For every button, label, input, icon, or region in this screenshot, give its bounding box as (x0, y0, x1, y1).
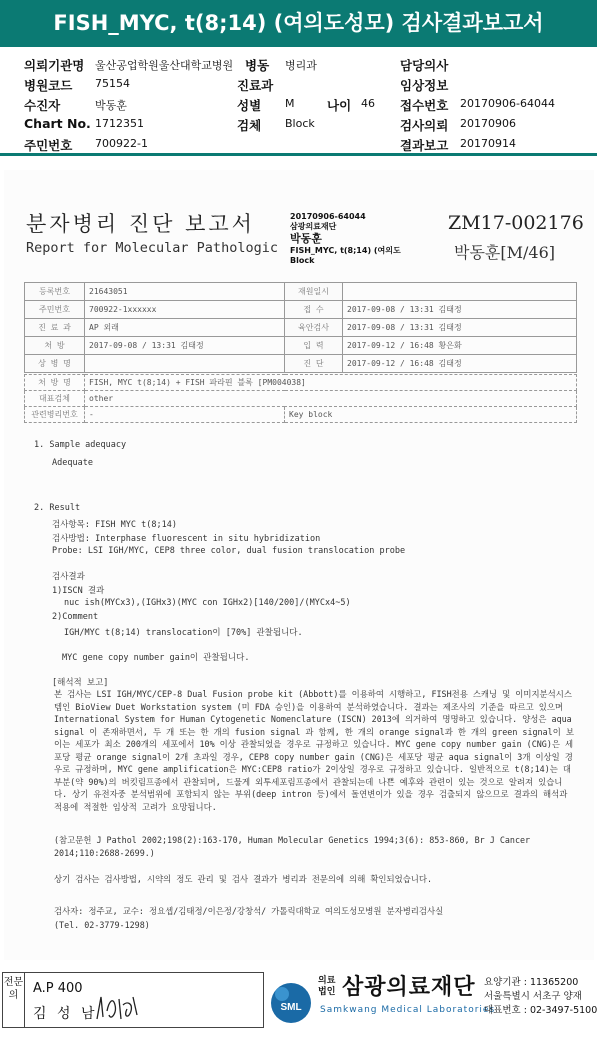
table-cell: 2017-09-12 / 16:48 황은화 (343, 337, 577, 355)
table-cell: 대표검체 (25, 391, 85, 407)
clinic-label: 진료과 (237, 78, 274, 93)
sticker-no: 20170906-64044 (290, 212, 366, 221)
order-table (24, 374, 577, 423)
table-cell: 등록번호 (25, 283, 85, 301)
sticker-test: FISH_MYC, t(8;14) (여의도 (290, 246, 401, 255)
table-cell: 처 방 (25, 337, 85, 355)
result-item: 검사항목: FISH MYC t(8;14) (52, 520, 177, 530)
pathologist-code: A.P 400 (33, 981, 83, 996)
sml-logo-icon (270, 982, 312, 1024)
patient-info-block (0, 52, 597, 152)
corp-address: 서울특별시 서초구 양재 (484, 991, 582, 1002)
result-date-value: 20170914 (460, 137, 516, 150)
table-cell: 2017-09-08 / 13:31 김태정 (343, 301, 577, 319)
corp-name-en: Samkwang Medical Laboratories (320, 1005, 496, 1015)
resident-no-value: 700922-1 (95, 137, 148, 150)
table-row (25, 391, 577, 407)
section-sample-adequacy: 1. Sample adequacy (34, 440, 127, 450)
table-cell: 육안검사 (285, 319, 343, 337)
result-probe: Probe: LSI IGH/MYC, CEP8 three color, dual fusion translocation probe (52, 546, 406, 556)
pathologist-side-label: 전문의 (3, 973, 25, 1027)
result-method: 검사방법: Interphase fluorescent in situ hybridization (52, 534, 321, 544)
age-value: 46 (361, 97, 375, 110)
table-cell: 접 수 (285, 301, 343, 319)
table-cell: Key block (285, 407, 577, 423)
staff-text: 검사자: 정주교, 교수: 정요셉/김태정/이은정/강창석/ 가톨릭대학교 여의도성모병원 분자병리검사실 (54, 906, 444, 916)
footer (0, 968, 597, 1037)
scanned-report (4, 170, 594, 960)
table-cell: 2017-09-12 / 16:48 김태정 (343, 355, 577, 373)
report-patient: 박동훈[M/46] (454, 243, 555, 262)
sticker-org: 삼광의료재단 (290, 222, 337, 231)
section-result: 2. Result (34, 503, 81, 513)
specimen-label-sticker (290, 212, 440, 266)
confirmation-text: 상기 검사는 검사방법, 시약의 정도 관리 및 검사 결과가 병리과 전문의에 의해 확인되었습니다. (54, 874, 433, 884)
sample-adequacy-value: Adequate (52, 458, 93, 468)
table-cell: 2017-09-08 / 13:31 김태정 (85, 337, 285, 355)
iscn-result: nuc ish(MYCx3),(IGHx3)(MYC con IGHx2)[140/200]/(MYCx4~5) (64, 598, 351, 608)
request-date-label: 검사의뢰 (400, 118, 449, 133)
sex-label: 성별 (237, 98, 262, 113)
corp-phone: 대표번호 : 02-3497-5100 (484, 1005, 597, 1016)
corp-contact (484, 976, 597, 1018)
patient-name-label: 수진자 (24, 98, 61, 113)
table-cell: 진 료 과 (25, 319, 85, 337)
info-row-4 (0, 116, 597, 134)
doctor-label: 담당의사 (400, 58, 449, 73)
table-cell: 관련병리번호 (25, 407, 85, 423)
tel-text: (Tel. 02-3779-1298) (54, 920, 150, 930)
table-row (25, 407, 577, 423)
table-cell: - (85, 407, 285, 423)
table-row (25, 375, 577, 391)
interpretation-text: 본 검사는 LSI IGH/MYC/CEP-8 Dual Fusion probe kit (Abbott)를 이용하여 시행하고, FISH전용 스캐닝 및 이미지분석시스템인 BioView Duet Workstation system (미 FDA 승인)을 이용하여 분석하였습니다. 결과는 제조사의 기준을 따르고 있으며 International System for Human Cytogenetic Nomenclature (ISCN) 2013에 의거하여 명명하고 있습니다. 양성은 aqua signal 이 존재하면서, 두 개 또는 한 개의 fusion signal 과 함께, 한 개의 orange signal과 한 개의 green signal이 보이는 세포가 최소 200개의 세포에서 10% 이상 관찰되었을 경우로 규정하고 있습니다. MYC gene copy number gain (CNG)은 세포당 평균 orange signal이 2개 초과일 경우, CEP8 copy number gain (CNG)은 세포당 평균 aqua signal이 3개 이상일 경우로 규정하며, MYC gene amplification은 MYC:CEP8 ratio가 2이상일 경우로 규정하고 있습니다. 일반적으로 t(8;14)는 대부분(약 90%)의 버킷림프종에서 관찰되며, 드물게 외투세포림프종에서 관찰되는데 나쁜 예후와 관련이 있는 것으로 알려져 있습니다. 상기 유전자중 분석범위에 포함되지 않는 부위(deep intron 등)에서 돌연변이가 있을 경우 검출되지 않으므로 결과의 해석과 적용에 적절한 임상적 고려가 요망됩니다. (54, 689, 574, 812)
table-cell: 처 방 명 (25, 375, 85, 391)
table-cell: 진 단 (285, 355, 343, 373)
table-cell: 2017-09-08 / 13:31 김태정 (343, 319, 577, 337)
corp-name: 삼광의료재단 (342, 975, 476, 1000)
request-date-value: 20170906 (460, 117, 516, 130)
sticker-spec: Block (290, 256, 315, 265)
comment-translocation: IGH/MYC t(8;14) translocation이 [70%] 관찰됩니다. (64, 628, 303, 638)
receipt-no-value: 20170906-64044 (460, 97, 555, 110)
pathologist-name: 김 성 남 (33, 1006, 98, 1022)
hosp-code-value: 75154 (95, 77, 130, 90)
hosp-code-label: 병원코드 (24, 78, 73, 93)
report-header-title: FISH_MYC, t(8;14) (여의도성모) 검사결과보고서 (0, 0, 597, 47)
clinical-info-label: 임상정보 (400, 78, 449, 93)
logo-text: SML (280, 1002, 302, 1013)
table-row (25, 283, 577, 301)
result-date-label: 결과보고 (400, 138, 449, 153)
patient-name-value: 박동훈 (95, 99, 127, 112)
age-label: 나이 (327, 98, 352, 113)
sex-value: M (285, 97, 295, 110)
info-row-3 (0, 96, 597, 114)
specimen-value: Block (285, 117, 315, 130)
info-row-5 (0, 136, 597, 154)
info-row-1 (0, 56, 597, 74)
table-cell: other (85, 391, 577, 407)
table-cell: 주민번호 (25, 301, 85, 319)
table-cell: AP 외래 (85, 319, 285, 337)
inst-label: 의뢰기관명 (24, 58, 85, 73)
table-cell: 입 력 (285, 337, 343, 355)
table-cell: FISH, MYC t(8;14) + FISH 파라핀 블록 [PM004038] (85, 375, 577, 391)
inst-value: 울산공업학원울산대학교병원 (95, 59, 234, 72)
table-cell: 700922-1xxxxxx (85, 301, 285, 319)
dept-value: 병리과 (285, 59, 317, 72)
signature-icon (93, 991, 143, 1025)
report-number: ZM17-002176 (448, 212, 584, 234)
table-cell (85, 355, 285, 373)
interpretation-heading: [해석적 보고] (52, 678, 109, 688)
corp-type: 의료 법인 (318, 976, 336, 997)
chart-no-value: 1712351 (95, 117, 144, 130)
specimen-label: 검체 (237, 118, 262, 133)
report-title-en: Report for Molecular Pathologic (26, 240, 278, 256)
resident-no-label: 주민번호 (24, 138, 73, 153)
table-row (25, 301, 577, 319)
patient-table (24, 282, 577, 373)
table-cell: 21643051 (85, 283, 285, 301)
table-row (25, 355, 577, 373)
table-row (25, 337, 577, 355)
dept-label: 병동 (245, 58, 270, 73)
sticker-name: 박동훈 (290, 232, 322, 245)
pathologist-box (2, 972, 264, 1028)
result-heading: 검사결과 (52, 572, 85, 582)
report-title-ko: 분자병리 진단 보고서 (26, 212, 255, 236)
table-cell (343, 283, 577, 301)
table-cell: 재원일시 (285, 283, 343, 301)
comment-heading: 2)Comment (52, 612, 99, 622)
comment-cng: MYC gene copy number gain이 관찰됩니다. (62, 653, 250, 663)
receipt-no-label: 접수번호 (400, 98, 449, 113)
corp-code: 요양기관 : 11365200 (484, 977, 579, 988)
iscn-heading: 1)ISCN 결과 (52, 586, 105, 596)
table-cell: 상 병 명 (25, 355, 85, 373)
references: (참고문헌 J Pathol 2002;198(2):163-170, Human Molecular Genetics 1994;3(6): 853-860, Br J Cancer 2014;110:2688-2699.) (54, 835, 531, 858)
chart-no-label: Chart No. (24, 116, 91, 131)
info-row-2 (0, 76, 597, 94)
info-divider (0, 153, 597, 156)
table-row (25, 319, 577, 337)
